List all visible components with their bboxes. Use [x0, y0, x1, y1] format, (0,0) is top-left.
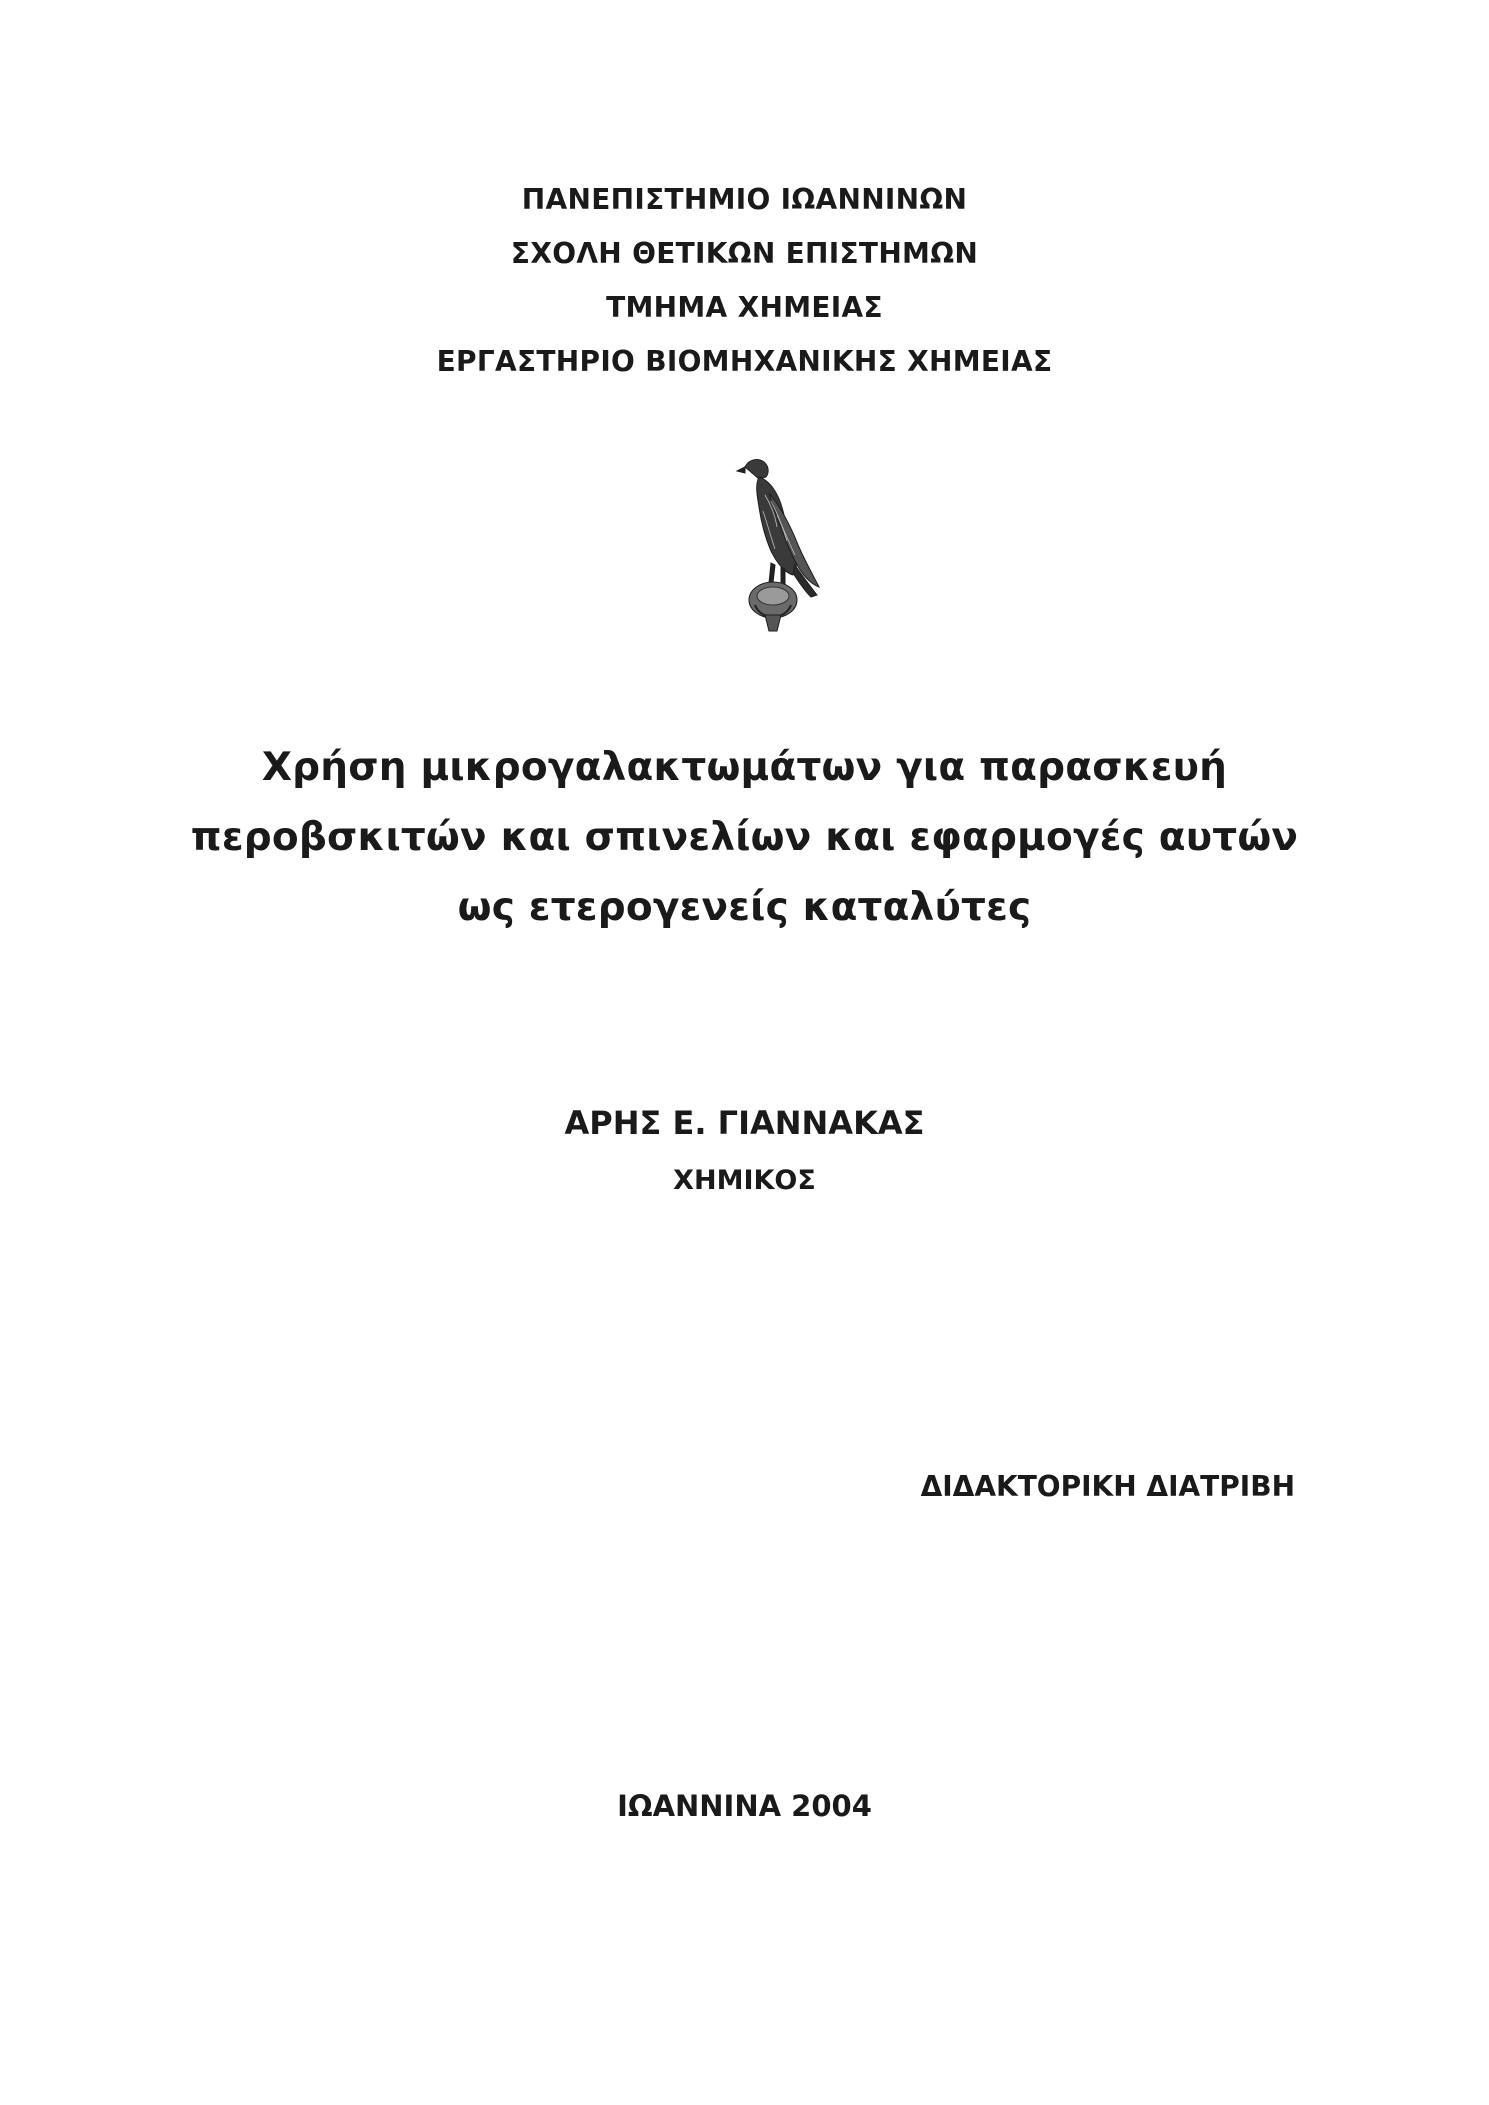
author-name: ΑΡΗΣ Ε. ΓΙΑΝΝΑΚΑΣ	[564, 1104, 925, 1142]
department-name: ΤΜΗΜΑ ΧΗΜΕΙΑΣ	[606, 291, 883, 324]
owl-emblem-icon	[725, 455, 845, 635]
school-name: ΣΧΟΛΗ ΘΕΤΙΚΩΝ ΕΠΙΣΤΗΜΩΝ	[510, 237, 979, 270]
university-name: ΠΑΝΕΠΙΣΤΗΜΙΟ ΙΩΑΝΝΙΝΩΝ	[521, 183, 968, 216]
thesis-type: ΔΙΔΑΚΤΟΡΙΚΗ ΔΙΑΤΡΙΒΗ	[920, 1470, 1295, 1503]
laboratory-name: ΕΡΓΑΣΤΗΡΙΟ ΒΙΟΜΗΧΑΝΙΚΗΣ ΧΗΜΕΙΑΣ	[436, 345, 1053, 378]
author-profession: ΧΗΜΙΚΟΣ	[673, 1165, 816, 1196]
thesis-title-line-3: ως ετερογενείς καταλύτες	[457, 885, 1032, 930]
thesis-title-line-2: περοβσκιτών και σπινελίων και εφαρμογές αυτών	[190, 815, 1299, 860]
place-year: ΙΩΑΝΝΙΝΑ 2004	[617, 1789, 872, 1823]
thesis-title-line-1: Χρήση μικρογαλακτωμάτων για παρασκευή	[261, 745, 1228, 790]
